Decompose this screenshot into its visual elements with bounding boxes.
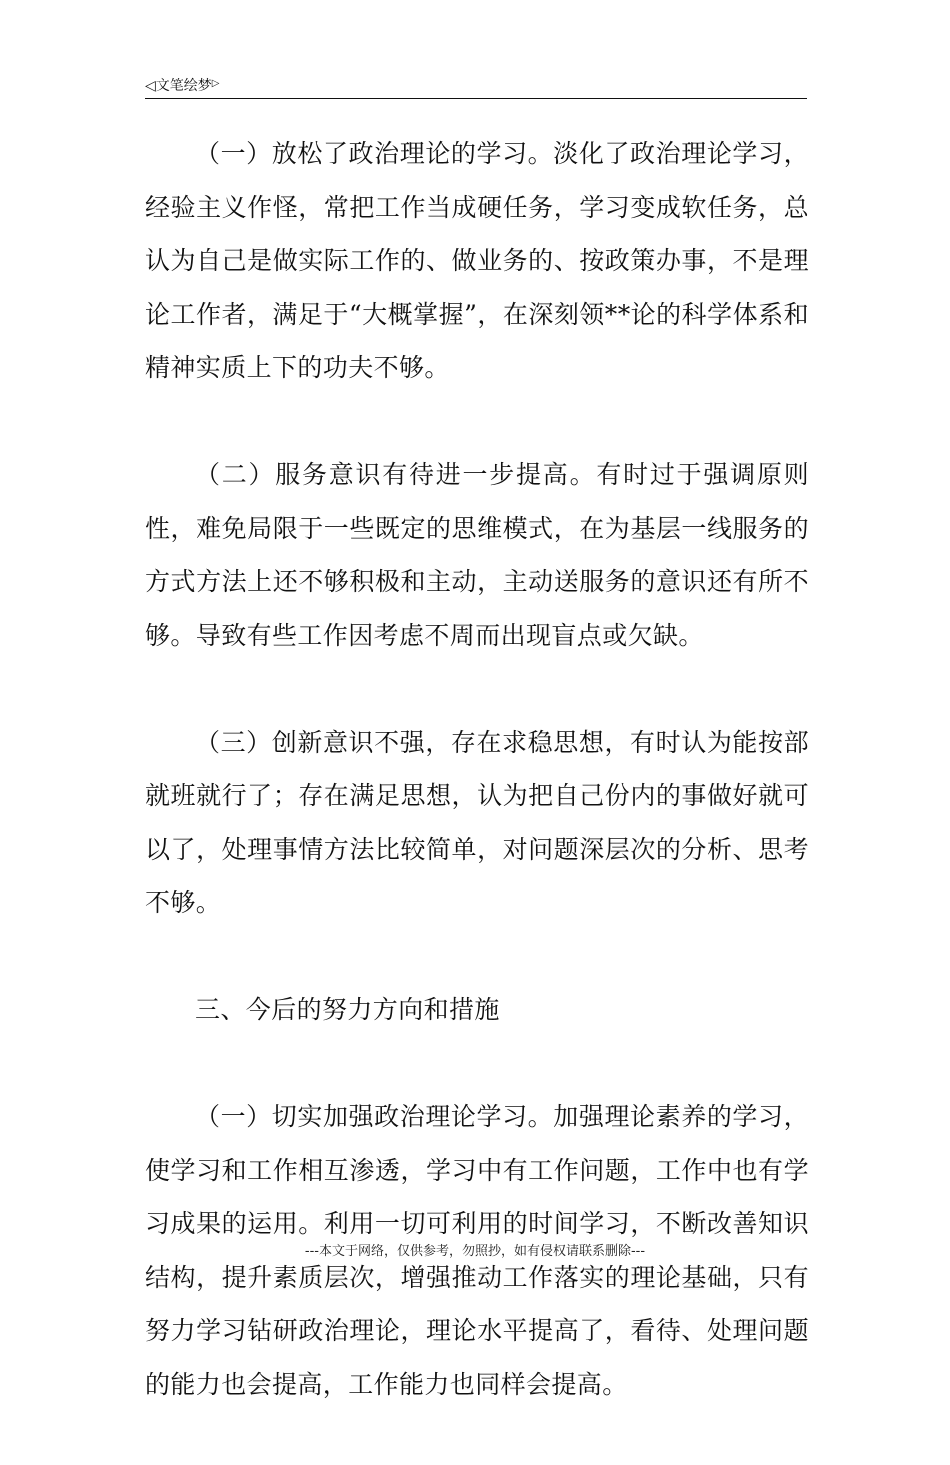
- paragraph-1: （一）放松了政治理论的学习。淡化了政治理论学习，经验主义作怪，常把工作当成硬任务，学习变成软任务，总认为自己是做实际工作的、做业务的、按政策办事，不是理论工作者，满足于“大概掌握”，在深刻领**论的科学体系和精神实质上下的功夫不够。: [145, 139, 809, 382]
- page-footer-disclaimer: ---本文于网络，仅供参考，勿照抄，如有侵权请联系删除---: [304, 1244, 646, 1259]
- page-header: [145, 74, 807, 99]
- paragraph-3: （三）创新意识不强，存在求稳思想，有时认为能按部就班就行了；存在满足思想，认为把自己份内的事做好就可以了，处理事情方法比较简单，对问题深层次的分析、思考不够。: [145, 727, 809, 917]
- section-heading: 三、今后的努力方向和措施: [195, 995, 500, 1024]
- header-title: 文笔绘梦: [155, 78, 212, 94]
- document-body: [145, 127, 809, 1465]
- paragraph-4: （一）切实加强政治理论学习。加强理论素养的学习，使学习和工作相互渗透，学习中有工作问题，工作中也有学习成果的运用。利用一切可利用的时间学习，不断改善知识结构，提升素质层次，增强推动工作落实的理论基础，只有努力学习钻研政治理论，理论水平提高了，看待、处理问题的能力也会提高，工作能力也同样会提高。: [145, 1102, 809, 1399]
- paragraph-2: （二）服务意识有待进一步提高。有时过于强调原则性，难免局限于一些既定的思维模式，在为基层一线服务的方式方法上还不够积极和主动，主动送服务的意识还有所不够。导致有些工作因考虑不周而出现盲点或欠缺。: [145, 460, 809, 650]
- left-triangle-icon: ◁: [145, 78, 156, 94]
- right-triangle-icon: ▷: [211, 78, 220, 89]
